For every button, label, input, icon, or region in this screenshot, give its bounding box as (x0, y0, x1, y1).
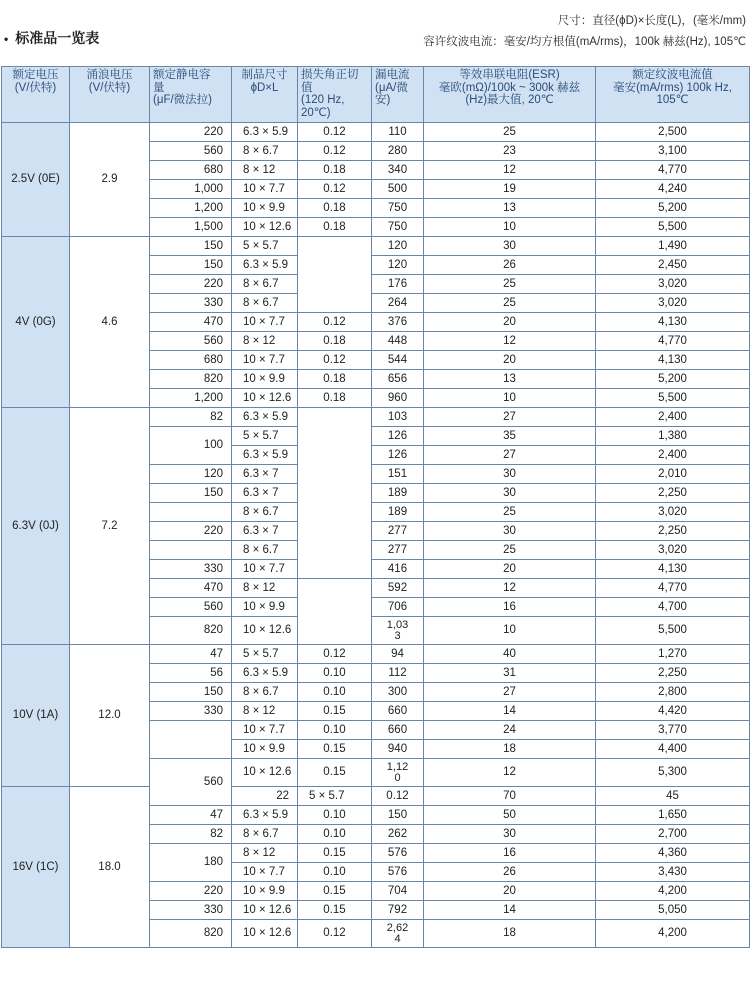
size-cell: 5 × 5.7 (232, 645, 298, 664)
leakage-current-cell: 110 (372, 123, 424, 142)
esr-cell: 30 (424, 484, 596, 503)
capacitance-cell: 120 (150, 465, 232, 484)
tan-delta-cell: 0.15 (298, 740, 372, 759)
capacitance-cell: 220 (150, 275, 232, 294)
esr-cell: 20 (424, 560, 596, 579)
ripple-current-cell: 4,770 (596, 161, 750, 180)
surge-voltage-cell: 7.2 (70, 408, 150, 645)
esr-cell: 35 (424, 427, 596, 446)
capacitance-cell: 82 (150, 825, 232, 844)
ripple-current-cell: 3,770 (596, 721, 750, 740)
ripple-current-cell: 2,250 (596, 522, 750, 541)
ripple-current-cell: 4,400 (596, 740, 750, 759)
capacitance-cell: 330 (150, 560, 232, 579)
size-cell: 10 × 9.9 (232, 598, 298, 617)
capacitance-cell: 560 (150, 759, 232, 806)
tan-delta-cell: 0.18 (298, 161, 372, 180)
esr-cell: 30 (424, 465, 596, 484)
capacitance-cell: 680 (150, 161, 232, 180)
tan-delta-cell: 0.18 (298, 370, 372, 389)
size-cell: 5 × 5.7 (232, 427, 298, 446)
tan-delta-cell: 0.18 (298, 332, 372, 351)
size-cell: 10 × 12.6 (232, 920, 298, 948)
size-cell: 10 × 7.7 (232, 180, 298, 199)
leakage-current-cell: 660 (372, 702, 424, 721)
capacitance-cell: 560 (150, 332, 232, 351)
ripple-current-cell: 4,770 (596, 332, 750, 351)
esr-cell: 26 (424, 863, 596, 882)
surge-voltage-cell: 18.0 (70, 787, 150, 948)
tan-delta-cell (298, 237, 372, 313)
esr-cell: 24 (424, 721, 596, 740)
esr-cell: 16 (424, 844, 596, 863)
ripple-current-cell: 4,240 (596, 180, 750, 199)
page-title (4, 28, 99, 48)
tan-delta-cell: 0.10 (298, 825, 372, 844)
esr-cell: 31 (424, 664, 596, 683)
leakage-current-cell: 120 (372, 237, 424, 256)
size-cell: 8 × 12 (232, 579, 298, 598)
ripple-current-cell: 4,130 (596, 351, 750, 370)
esr-cell: 50 (424, 806, 596, 825)
ripple-current-cell: 4,200 (596, 882, 750, 901)
capacitance-cell: 22 (232, 787, 298, 806)
size-cell: 8 × 6.7 (232, 541, 298, 560)
esr-cell: 30 (424, 825, 596, 844)
leakage-current-cell: 660 (372, 721, 424, 740)
leakage-current-cell: 750 (372, 218, 424, 237)
leakage-current-cell: 592 (372, 579, 424, 598)
leakage-current-cell: 300 (372, 683, 424, 702)
esr-cell: 27 (424, 408, 596, 427)
leakage-current-cell: 576 (372, 844, 424, 863)
leakage-current-cell: 189 (372, 503, 424, 522)
leakage-current-cell: 448 (372, 332, 424, 351)
ripple-current-cell: 4,360 (596, 844, 750, 863)
leakage-current-cell: 262 (372, 825, 424, 844)
ripple-current-cell: 3,100 (596, 142, 750, 161)
tan-delta-cell (298, 579, 372, 645)
esr-cell: 18 (424, 740, 596, 759)
ripple-current-cell: 4,130 (596, 313, 750, 332)
tan-delta-cell: 0.12 (298, 123, 372, 142)
tan-delta-cell: 0.12 (298, 920, 372, 948)
leakage-current-cell: 1,03 3 (372, 617, 424, 645)
size-cell: 6.3 × 7 (232, 484, 298, 503)
size-cell: 8 × 12 (232, 161, 298, 180)
ripple-current-cell: 2,500 (596, 123, 750, 142)
capacitance-cell: 150 (150, 484, 232, 503)
col-ripple-current: 额定纹波电流值 毫安(mA/rms) 100k Hz, 105℃ (596, 67, 750, 123)
ripple-current-cell: 1,380 (596, 427, 750, 446)
esr-cell: 10 (424, 218, 596, 237)
leakage-current-cell: 960 (372, 389, 424, 408)
leakage-current-cell: 656 (372, 370, 424, 389)
size-cell: 6.3 × 5.9 (232, 446, 298, 465)
esr-cell: 13 (424, 199, 596, 218)
esr-cell: 12 (424, 759, 596, 787)
size-cell: 8 × 6.7 (232, 503, 298, 522)
size-cell: 10 × 12.6 (232, 759, 298, 787)
esr-cell: 20 (424, 313, 596, 332)
ripple-current-cell: 4,200 (596, 920, 750, 948)
leakage-current-cell: 376 (372, 313, 424, 332)
capacitance-cell: 560 (150, 598, 232, 617)
table-row (2, 787, 750, 806)
tan-delta-cell: 0.10 (298, 683, 372, 702)
ripple-current-cell: 4,130 (596, 560, 750, 579)
leakage-current-cell: 280 (372, 142, 424, 161)
leakage-current-cell: 176 (372, 275, 424, 294)
tan-delta-cell: 0.18 (298, 199, 372, 218)
capacitance-cell: 820 (150, 920, 232, 948)
size-cell: 10 × 9.9 (232, 740, 298, 759)
esr-cell: 12 (424, 161, 596, 180)
esr-cell: 25 (424, 503, 596, 522)
tan-delta-cell: 0.15 (298, 844, 372, 863)
size-cell: 8 × 12 (232, 702, 298, 721)
rated-voltage-cell: 2.5V (0E) (2, 123, 70, 237)
esr-cell: 12 (424, 579, 596, 598)
tan-delta-cell: 0.15 (298, 702, 372, 721)
capacitance-cell: 1,000 (150, 180, 232, 199)
ripple-current-cell: 3,020 (596, 503, 750, 522)
col-size: 制品尺寸 ϕD×L (232, 67, 298, 123)
esr-cell: 45 (596, 787, 750, 806)
esr-cell: 18 (424, 920, 596, 948)
capacitance-cell: 220 (150, 522, 232, 541)
table-header-row (2, 67, 750, 123)
esr-cell: 14 (424, 702, 596, 721)
capacitance-cell: 680 (150, 351, 232, 370)
size-cell: 10 × 7.7 (232, 313, 298, 332)
tan-delta-cell: 0.12 (298, 351, 372, 370)
esr-cell: 23 (424, 142, 596, 161)
ripple-current-cell: 2,250 (596, 484, 750, 503)
size-cell: 10 × 7.7 (232, 721, 298, 740)
size-cell: 10 × 9.9 (232, 882, 298, 901)
size-cell: 8 × 12 (232, 844, 298, 863)
esr-cell: 26 (424, 256, 596, 275)
esr-cell: 19 (424, 180, 596, 199)
esr-cell: 30 (424, 522, 596, 541)
col-surge-voltage: 涌浪电压 (V/伏特) (70, 67, 150, 123)
tan-delta-cell: 0.10 (298, 721, 372, 740)
col-esr: 等效串联电阻(ESR) 毫欧(mΩ)/100k ~ 300k 赫兹 (Hz)最大值, 20℃ (424, 67, 596, 123)
size-cell: 10 × 12.6 (232, 218, 298, 237)
ripple-current-cell: 5,500 (596, 617, 750, 645)
ripple-current-cell: 5,500 (596, 389, 750, 408)
capacitance-cell: 330 (150, 901, 232, 920)
col-capacitance: 额定静电容 量 (μF/微法拉) (150, 67, 232, 123)
leakage-current-cell: 704 (372, 882, 424, 901)
tan-delta-cell: 0.12 (372, 787, 424, 806)
leakage-current-cell: 151 (372, 465, 424, 484)
esr-cell: 30 (424, 237, 596, 256)
leakage-current-cell: 277 (372, 541, 424, 560)
col-rated-voltage: 额定电压 (V/伏特) (2, 67, 70, 123)
leakage-current-cell: 103 (372, 408, 424, 427)
size-cell: 6.3 × 7 (232, 465, 298, 484)
leakage-current-cell: 940 (372, 740, 424, 759)
col-tan-delta: 损失角正切 值 (120 Hz, 20℃) (298, 67, 372, 123)
esr-cell: 27 (424, 683, 596, 702)
esr-cell: 16 (424, 598, 596, 617)
size-cell: 8 × 6.7 (232, 142, 298, 161)
surge-voltage-cell: 12.0 (70, 645, 150, 787)
size-cell: 10 × 12.6 (232, 389, 298, 408)
capacitance-cell: 150 (150, 237, 232, 256)
esr-cell: 12 (424, 332, 596, 351)
ripple-current-cell: 3,020 (596, 275, 750, 294)
leakage-current-cell: 576 (372, 863, 424, 882)
ripple-current-cell: 2,400 (596, 446, 750, 465)
leakage-current-cell: 70 (424, 787, 596, 806)
capacitance-cell: 100 (150, 427, 232, 465)
esr-cell: 25 (424, 541, 596, 560)
dimension-note: 尺寸：直径(ϕD)×长度(L)，(毫米/mm) (557, 15, 746, 27)
rated-voltage-cell: 4V (0G) (2, 237, 70, 408)
ripple-current-cell: 3,430 (596, 863, 750, 882)
leakage-current-cell: 792 (372, 901, 424, 920)
tan-delta-cell: 0.12 (298, 313, 372, 332)
ripple-current-cell: 2,800 (596, 683, 750, 702)
capacitance-cell: 150 (150, 256, 232, 275)
capacitance-cell: 82 (150, 408, 232, 427)
rated-voltage-cell: 10V (1A) (2, 645, 70, 787)
size-cell: 5 × 5.7 (232, 237, 298, 256)
tan-delta-cell: 0.15 (298, 901, 372, 920)
size-cell: 6.3 × 5.9 (232, 408, 298, 427)
col-leakage-current: 漏电流 (μA/微 安) (372, 67, 424, 123)
size-cell: 10 × 9.9 (232, 199, 298, 218)
leakage-current-cell: 126 (372, 446, 424, 465)
capacitance-cell: 330 (150, 294, 232, 313)
ripple-current-cell: 5,300 (596, 759, 750, 787)
esr-cell: 14 (424, 901, 596, 920)
ripple-current-cell: 5,200 (596, 370, 750, 389)
tan-delta-cell: 0.12 (298, 180, 372, 199)
tan-delta-cell: 0.10 (298, 664, 372, 683)
ripple-current-cell: 4,420 (596, 702, 750, 721)
esr-cell: 40 (424, 645, 596, 664)
capacitance-cell: 1,200 (150, 199, 232, 218)
tan-delta-cell: 0.12 (298, 142, 372, 161)
ripple-current-cell: 5,500 (596, 218, 750, 237)
leakage-current-cell: 1,12 0 (372, 759, 424, 787)
capacitance-cell: 56 (150, 664, 232, 683)
table-row (2, 408, 750, 427)
capacitance-cell: 560 (150, 142, 232, 161)
page-title-text: 标准品一览表 (15, 30, 100, 46)
capacitance-cell (150, 721, 232, 759)
capacitance-cell: 47 (150, 806, 232, 825)
table-row (2, 237, 750, 256)
leakage-current-cell: 120 (372, 256, 424, 275)
tan-delta-cell (298, 408, 372, 579)
ripple-current-cell: 5,200 (596, 199, 750, 218)
leakage-current-cell: 277 (372, 522, 424, 541)
ripple-current-cell: 3,020 (596, 541, 750, 560)
leakage-current-cell: 112 (372, 664, 424, 683)
capacitance-cell: 47 (150, 645, 232, 664)
size-cell: 10 × 7.7 (232, 863, 298, 882)
tan-delta-cell: 0.18 (298, 389, 372, 408)
ripple-current-cell: 5,050 (596, 901, 750, 920)
capacitance-cell: 180 (150, 844, 232, 882)
size-cell: 10 × 12.6 (232, 617, 298, 645)
capacitance-cell: 1,200 (150, 389, 232, 408)
capacitance-cell: 220 (150, 123, 232, 142)
rated-voltage-cell: 16V (1C) (2, 787, 70, 948)
size-cell: 6.3 × 7 (232, 522, 298, 541)
size-cell: 8 × 6.7 (232, 294, 298, 313)
ripple-current-cell: 1,270 (596, 645, 750, 664)
size-cell: 10 × 7.7 (232, 560, 298, 579)
spec-table-body (2, 123, 750, 948)
size-cell: 8 × 12 (232, 332, 298, 351)
capacitance-cell: 330 (150, 702, 232, 721)
ripple-current-cell: 2,450 (596, 256, 750, 275)
capacitance-cell: 1,500 (150, 218, 232, 237)
esr-cell: 13 (424, 370, 596, 389)
capacitance-cell: 820 (150, 370, 232, 389)
ripple-note: 容许纹波电流：毫安/均方根值(mA/rms)，100k 赫兹(Hz), 105℃ (423, 36, 746, 48)
leakage-current-cell: 94 (372, 645, 424, 664)
spec-table (1, 66, 750, 948)
leakage-current-cell: 150 (372, 806, 424, 825)
surge-voltage-cell: 4.6 (70, 237, 150, 408)
table-row (2, 123, 750, 142)
tan-delta-cell: 0.18 (298, 218, 372, 237)
size-cell: 6.3 × 5.9 (232, 806, 298, 825)
ripple-current-cell: 4,770 (596, 579, 750, 598)
leakage-current-cell: 264 (372, 294, 424, 313)
ripple-current-cell: 1,490 (596, 237, 750, 256)
size-cell: 6.3 × 5.9 (232, 664, 298, 683)
leakage-current-cell: 706 (372, 598, 424, 617)
size-cell: 8 × 6.7 (232, 825, 298, 844)
ripple-current-cell: 3,020 (596, 294, 750, 313)
capacitance-cell (150, 541, 232, 560)
ripple-current-cell: 2,250 (596, 664, 750, 683)
ripple-current-cell: 2,400 (596, 408, 750, 427)
esr-cell: 20 (424, 351, 596, 370)
capacitance-cell (150, 503, 232, 522)
esr-cell: 25 (424, 123, 596, 142)
tan-delta-cell: 0.10 (298, 806, 372, 825)
esr-cell: 27 (424, 446, 596, 465)
tan-delta-cell: 0.15 (298, 759, 372, 787)
esr-cell: 10 (424, 389, 596, 408)
tan-delta-cell: 0.15 (298, 882, 372, 901)
size-cell: 6.3 × 5.9 (232, 123, 298, 142)
ripple-current-cell: 2,700 (596, 825, 750, 844)
esr-cell: 25 (424, 294, 596, 313)
size-cell: 10 × 12.6 (232, 901, 298, 920)
leakage-current-cell: 2,62 4 (372, 920, 424, 948)
size-cell: 8 × 6.7 (232, 683, 298, 702)
leakage-current-cell: 340 (372, 161, 424, 180)
size-cell: 10 × 9.9 (232, 370, 298, 389)
ripple-current-cell: 4,700 (596, 598, 750, 617)
capacitance-cell: 470 (150, 579, 232, 598)
leakage-current-cell: 750 (372, 199, 424, 218)
capacitance-cell: 150 (150, 683, 232, 702)
size-cell: 10 × 7.7 (232, 351, 298, 370)
size-cell: 5 × 5.7 (298, 787, 372, 806)
capacitance-cell: 470 (150, 313, 232, 332)
size-cell: 6.3 × 5.9 (232, 256, 298, 275)
ripple-current-cell: 2,010 (596, 465, 750, 484)
leakage-current-cell: 189 (372, 484, 424, 503)
table-row (2, 645, 750, 664)
leakage-current-cell: 544 (372, 351, 424, 370)
esr-cell: 25 (424, 275, 596, 294)
size-cell: 8 × 6.7 (232, 275, 298, 294)
surge-voltage-cell: 2.9 (70, 123, 150, 237)
capacitance-cell: 820 (150, 617, 232, 645)
esr-cell: 10 (424, 617, 596, 645)
capacitance-cell: 220 (150, 882, 232, 901)
esr-cell: 20 (424, 882, 596, 901)
leakage-current-cell: 500 (372, 180, 424, 199)
bullet-icon: • (4, 32, 9, 46)
rated-voltage-cell: 6.3V (0J) (2, 408, 70, 645)
leakage-current-cell: 126 (372, 427, 424, 446)
tan-delta-cell: 0.10 (298, 863, 372, 882)
ripple-current-cell: 1,650 (596, 806, 750, 825)
leakage-current-cell: 416 (372, 560, 424, 579)
tan-delta-cell: 0.12 (298, 645, 372, 664)
